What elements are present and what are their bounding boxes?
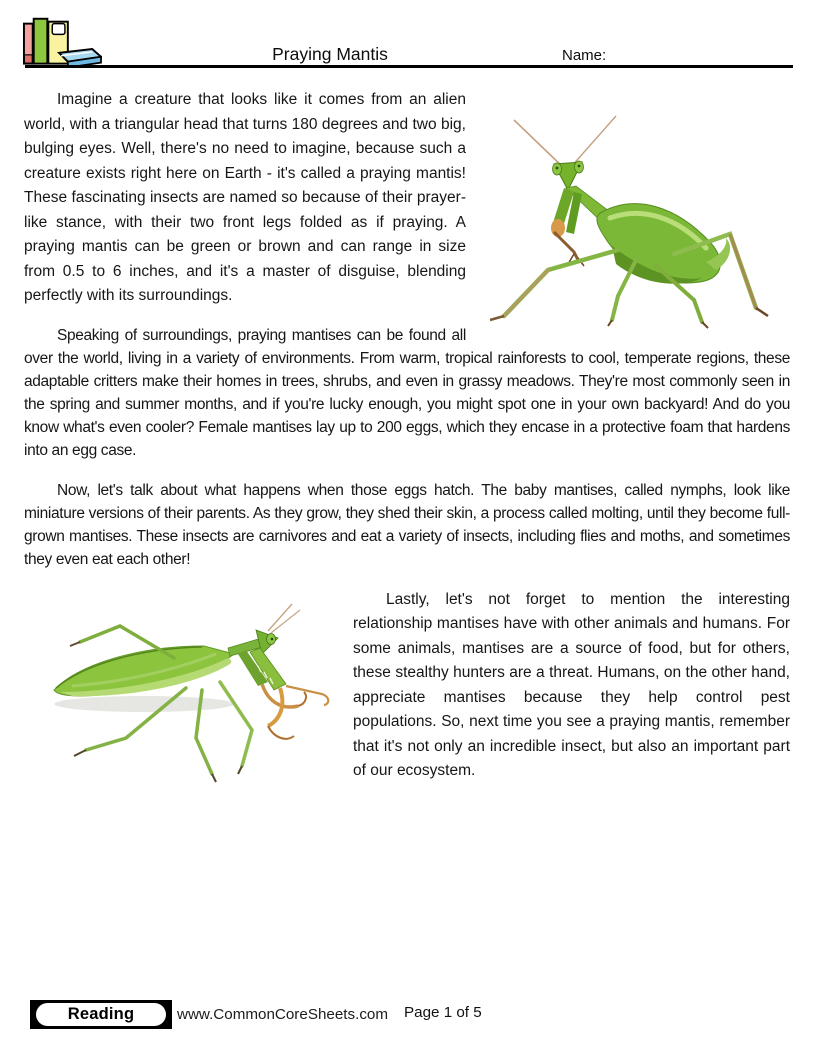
paragraph-3: Now, let's talk about what happens when those eggs hatch. The baby mantises, called nymphs, look like miniature versions of their parents. As they grow, they shed their skin, a process called molting, until they become full-grown mantises. These insects are carnivores and eat a variety of insects, including flies and moths, and sometimes they even eat each other! bbox=[24, 481, 790, 568]
books-icon-svg bbox=[22, 9, 102, 68]
page-number: Page 1 of 5 bbox=[404, 1004, 482, 1021]
paragraph-4: Lastly, let's not forget to mention the interesting relationship mantises have with other animals and humans. For some animals, mantises are a source of food, but for others, these stealthy hunters are a threat. Humans, on the other hand, appreciate mantises because they help control pest populations. So, next time you see a praying mantis, remember that it's not only an incredible insect, but also an important part of our ecosystem. bbox=[353, 590, 790, 779]
page-title: Praying Mantis bbox=[272, 44, 388, 64]
mantis-image-bottom-left bbox=[24, 598, 339, 794]
header-divider bbox=[25, 65, 793, 68]
name-label: Name: bbox=[562, 47, 607, 64]
paragraph-2: Speaking of surroundings, praying mantises can be found all over the world, living in a variety of environments. From warm, tropical rainforests to cool, temperate regions, these adaptable critters make their homes in trees, shrubs, and even in grassy meadows. They're most commonly seen in the spring and summer months, and if you're lucky enough, you might spot one in your own backyard! And do you know what's even cooler? Female mantises lay up to 200 eggs, which they encase in a protective foam that hardens into an egg case. bbox=[24, 326, 790, 459]
paragraph-1: Imagine a creature that looks like it comes from an alien world, with a triangular head that turns 180 degrees and two big, bulging eyes. Well, there's no need to imagine, because such a creature exists right here on Earth - it's called a praying mantis! These fascinating insects are named so because of their prayer-like stance, with their two front legs folded as if praying. A praying mantis can be green or brown and can range in size from 0.5 to 6 inches, and it's a master of disguise, blending perfectly with its surroundings. bbox=[24, 91, 466, 304]
mantis-standing-illustration bbox=[478, 94, 790, 334]
website-url: www.CommonCoreSheets.com bbox=[177, 1006, 389, 1023]
mantis-image-top-right bbox=[478, 94, 790, 334]
article-body bbox=[24, 88, 790, 799]
category-badge bbox=[30, 1000, 172, 1029]
mantis-walking-illustration bbox=[24, 598, 339, 794]
books-icon bbox=[22, 9, 102, 67]
category-badge-label: Reading bbox=[36, 1003, 166, 1026]
